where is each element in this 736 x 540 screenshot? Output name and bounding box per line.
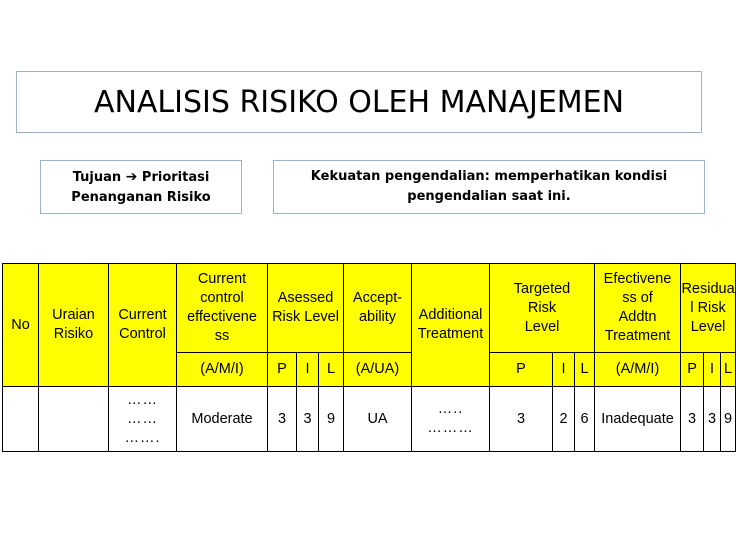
cell-acceptability: UA [344, 387, 412, 452]
cell-tp: 3 [490, 387, 553, 452]
header-acceptability: Accept- ability [344, 264, 412, 353]
header-effectiveness-addtn: Efectivene ss of Addtn Treatment [595, 264, 681, 353]
page-title: ANALISIS RISIKO OLEH MANAJEMEN [93, 84, 625, 120]
cell-p: 3 [268, 387, 297, 452]
header-targeted-risk: Targeted Risk Level [490, 264, 595, 353]
cell-current-control: …… …… ……. [109, 387, 177, 452]
sub-tp: P [490, 353, 553, 387]
cell-ti: 2 [553, 387, 575, 452]
cell-i: 3 [297, 387, 319, 452]
cell-eff2: Inadequate [595, 387, 681, 452]
cell-no [3, 387, 39, 452]
sub-acc: (A/UA) [344, 353, 412, 387]
sub-rl: L [721, 353, 736, 387]
cell-tl: 6 [575, 387, 595, 452]
sub-rp: P [681, 353, 704, 387]
header-additional-treatment: Additional Treatment [412, 264, 490, 387]
cell-rp: 3 [681, 387, 704, 452]
cell-uraian [39, 387, 109, 452]
sub-p: P [268, 353, 297, 387]
sub-ri: I [704, 353, 721, 387]
cell-effectiveness: Moderate [177, 387, 268, 452]
sub-eff: (A/M/I) [177, 353, 268, 387]
header-residual-risk: Residua l Risk Level [681, 264, 736, 353]
sub-l: L [319, 353, 344, 387]
header-no: No [3, 264, 39, 387]
control-strength-line1: Kekuatan pengendalian: memperhatikan kondisi [310, 169, 668, 184]
header-assessed-risk: Asessed Risk Level [268, 264, 344, 353]
cell-additional-treatment: ….. ……… [412, 387, 490, 452]
cell-l: 9 [319, 387, 344, 452]
header-uraian-risiko: Uraian Risiko [39, 264, 109, 387]
sub-eff2: (A/M/I) [595, 353, 681, 387]
objective-label: Tujuan [72, 169, 122, 185]
header-current-control: Current Control [109, 264, 177, 387]
table-row [3, 387, 736, 452]
header-current-effectiveness: Current control effectivene ss [177, 264, 268, 353]
title-box [16, 71, 702, 133]
cell-ri: 3 [704, 387, 721, 452]
sub-tl: L [575, 353, 595, 387]
sub-i: I [297, 353, 319, 387]
objective-box [40, 160, 242, 214]
right-arrow-icon: ➔ [125, 168, 138, 185]
objective-line2: Penanganan Risiko [71, 189, 211, 205]
risk-analysis-table [2, 263, 736, 452]
control-strength-line2: pengendalian saat ini. [407, 189, 571, 204]
sub-ti: I [553, 353, 575, 387]
objective-value: Prioritasi [141, 169, 210, 185]
control-strength-box [273, 160, 705, 214]
cell-rl: 9 [721, 387, 736, 452]
